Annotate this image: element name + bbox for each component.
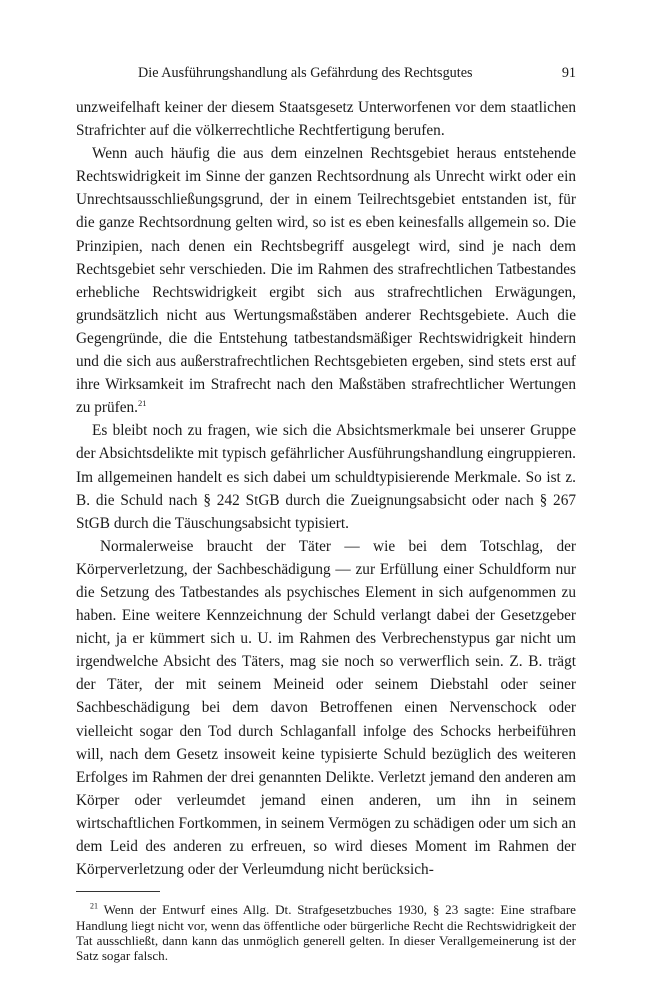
footnote-divider bbox=[76, 891, 160, 892]
paragraph-continuation: unzweifelhaft keiner der diesem Staatsgesetz Unterworfenen vor dem staatlichen Strafrichter auf die völkerrechtliche Rechtfertigung berufen. bbox=[76, 99, 576, 140]
page-header bbox=[76, 62, 576, 84]
footnote-reference: 21 bbox=[138, 398, 147, 409]
running-title: Die Ausführungshandlung als Gefährdung des Rechtsgutes bbox=[138, 65, 473, 81]
footnote-text: Wenn der Entwurf eines Allg. Dt. Strafgesetzbuches 1930, § 23 sagte: Eine strafbare Handlung liegt nicht vor, wenn das öffentliche oder bürgerliche Recht die Rechtswidrigkeit der Tat ausschließt, dann kann das unmöglich generell gelten. In dieser Verallgemeinerung ist der Satz sogar falsch. bbox=[76, 902, 576, 964]
footnote-number: 21 bbox=[90, 901, 98, 911]
body-text bbox=[76, 96, 576, 881]
paragraph: Es bleibt noch zu fragen, wie sich die Absichtsmerkmale bei unserer Gruppe der Absichtsdelikte mit typisch gefährlicher Ausführungshandlung eingruppieren. Im allgemeinen handelt es sich dabei um schuldtypisierende Merkmale. So ist z. B. die Schuld nach § 242 StGB durch die Zueignungsabsicht oder nach § 267 StGB durch die Täuschungsabsicht typisiert. bbox=[76, 422, 576, 532]
book-page bbox=[76, 62, 576, 964]
page-number: 91 bbox=[561, 65, 576, 81]
footnote bbox=[76, 902, 576, 964]
paragraph: Normalerweise braucht der Täter — wie bei dem Totschlag, der Körperverletzung, der Sachbeschädigung — zur Erfüllung einer Schuldform nur die Setzung des Tatbestandes als psychisches Element in sich aufgenommen zu haben. Eine weitere Kennzeichnung der Schuld verlangt dabei der Gesetzgeber nicht, ja er kümmert sich u. U. im Rahmen des Verbrechenstypus gar nicht um irgendwelche Absicht des Täters, mag sie noch so verwerflich sein. Z. B. trägt der Täter, der mit seinem Meineid oder seinem Diebstahl oder seiner Sachbeschädigung bei dem davon Betroffenen einen Nervenschock oder vielleicht sogar den Tod durch Schlaganfall infolge des Schocks herbeiführen will, nach dem Gesetz insoweit keine typisierte Schuld bezüglich des weiteren Erfolges im Rahmen der drei genannten Delikte. Verletzt jemand den anderen am Körper oder verleumdet jemand einen anderen, um ihn in seinem wirtschaftlichen Fortkommen, in seinem Vermögen zu schädigen oder um sich an dem Leid des anderen zu erfreuen, so wird dieses Moment im Rahmen der Körperverletzung oder der Verleumdung nicht berücksich- bbox=[76, 537, 576, 879]
paragraph: Wenn auch häufig die aus dem einzelnen Rechtsgebiet heraus entstehende Rechtswidrigkeit im Sinne der ganzen Rechtsordnung als Unrecht wirkt oder ein Unrechtsausschließungsgrund, der in einem Teilrechtsgebiet entstanden ist, für die ganze Rechtsordnung gelten wird, so ist es eben keinesfalls allgemein so. Die Prinzipien, nach denen ein Rechtsbegriff ausgelegt wird, sind je nach dem Rechtsgebiet sehr verschieden. Die im Rahmen des strafrechtlichen Tatbestandes erhebliche Rechtswidrigkeit ergibt sich aus strafrechtlichen Erwägungen, grundsätzlich nicht aus Wertungsmaßstäben anderer Rechtsgebiete. Auch die Gegengründe, die die Entstehung tatbestandsmäßiger Rechtswidrigkeit hindern und die sich aus außerstrafrechtlichen Rechtsgebieten ergeben, sind stets erst auf ihre Wirksamkeit im Strafrecht nach den Maßstäben strafrechtlicher Wertungen zu prüfen.$^{21}$ bbox=[76, 145, 576, 417]
